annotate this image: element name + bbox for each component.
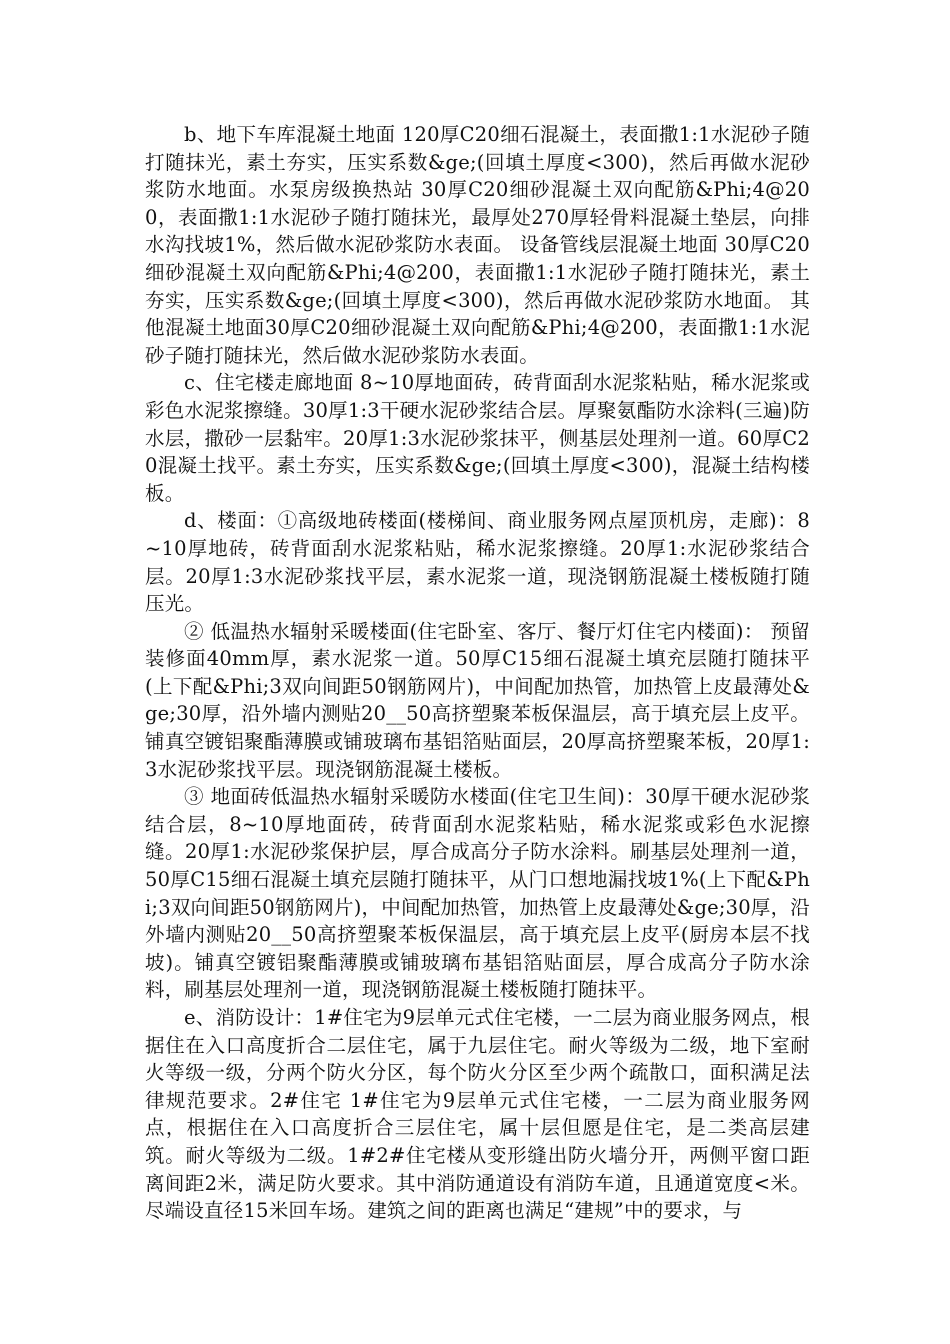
paragraph-garage-floor: b、地下车库混凝土地面 120厚C20细石混凝土，表面撒1:1水泥砂子随打随抹光，素土夯实，压实系数&ge;(回填土厚度<300)，然后再做水泥砂浆防水地面。水泵房级换热站 30厚C20细砂混凝土双向配筋&Phi;4@200，表面撒1:1水泥砂子随打随抹光，最厚处270厚轻骨料混凝土垫层，向排水沟找坡1%，然后做水泥砂浆防水表面。 设备管线层混凝土地面 30厚C20细砂混凝土双向配筋&Phi;4@200，表面撒1:1水泥砂子随打随抹光，素土夯实，压实系数&ge;(回填土厚度<300)，然后再做水泥砂浆防水地面。 其他混凝土地面30厚C20细砂混凝土双向配筋&Phi;4@200，表面撒1:1水泥砂子随打随抹光，然后做水泥砂浆防水表面。	[145, 123, 810, 367]
paragraph-tile-floor: d、楼面：①高级地砖楼面(楼梯间、商业服务网点屋顶机房，走廊)：8~10厚地砖，砖背面刮水泥浆粘贴，稀水泥浆擦缝。20厚1:水泥砂浆结合层。20厚1:3水泥砂浆找平层，素水泥浆一道，现浇钢筋混凝土楼板随打随压光。	[145, 509, 810, 616]
paragraph-corridor-floor: c、住宅楼走廊地面 8~10厚地面砖，砖背面刮水泥浆粘贴，稀水泥浆或彩色水泥浆擦缝。30厚1:3干硬水泥砂浆结合层。厚聚氨酯防水涂料(三遍)防水层，撒砂一层黏牢。20厚1:3水泥砂浆抹平，侧基层处理剂一道。60厚C20混凝土找平。素土夯实，压实系数&ge;(回填土厚度<300)，混凝土结构楼板。	[145, 371, 810, 505]
paragraph-bathroom-floor: ③ 地面砖低温热水辐射采暖防水楼面(住宅卫生间)：30厚干硬水泥砂浆结合层，8~10厚地面砖，砖背面刮水泥浆粘贴，稀水泥浆或彩色水泥擦缝。20厚1:水泥砂浆保护层，厚合成高分子防水涂料。刷基层处理剂一道，50厚C15细石混凝土填充层随打随抹平，从门口想地漏找坡1%(上下配&Phi;3双向间距50钢筋网片)，中间配加热管，加热管上皮最薄处&ge;30厚，沿外墙内测贴20__50高挤塑聚苯板保温层，高于填充层上皮平(厨房本层不找坡)。铺真空镀铝聚酯薄膜或铺玻璃布基铝箔贴面层，厚合成高分子防水涂料，刷基层处理剂一道，现浇钢筋混凝土楼板随打随抹平。	[145, 785, 810, 1002]
document-body	[145, 121, 810, 1225]
paragraph-fire-protection: e、消防设计：1#住宅为9层单元式住宅楼，一二层为商业服务网点，根据住在入口高度折合二层住宅，属于九层住宅。耐火等级为二级，地下室耐火等级一级，分两个防火分区，每个防火分区至少两个疏散口，面积满足法律规范要求。2#住宅 1#住宅为9层单元式住宅楼，一二层为商业服务网点，根据住在入口高度折合三层住宅，属十层但愿是住宅，是二类高层建筑。耐火等级为二级。1#2#住宅楼从变形缝出防火墙分开，两侧平窗口距离间距2米，满足防火要求。其中消防通道设有消防车道，且通道宽度<米。尽端设直径15米回车场。建筑之间的距离也满足“建规”中的要求，与	[145, 1006, 810, 1223]
paragraph-radiant-heating-floor: ② 低温热水辐射采暖楼面(住宅卧室、客厅、餐厅灯住宅内楼面)： 预留装修面40mm厚，素水泥浆一道。50厚C15细石混凝土填充层随打随抹平(上下配&Phi;3双向间距50钢筋网片)，中间配加热管，加热管上皮最薄处&ge;30厚，沿外墙内测贴20__50高挤塑聚苯板保温层，高于填充层上皮平。铺真空镀铝聚酯薄膜或铺玻璃布基铝箔贴面层，20厚高挤塑聚苯板，20厚1:3水泥砂浆找平层。现浇钢筋混凝土楼板。	[145, 619, 810, 781]
